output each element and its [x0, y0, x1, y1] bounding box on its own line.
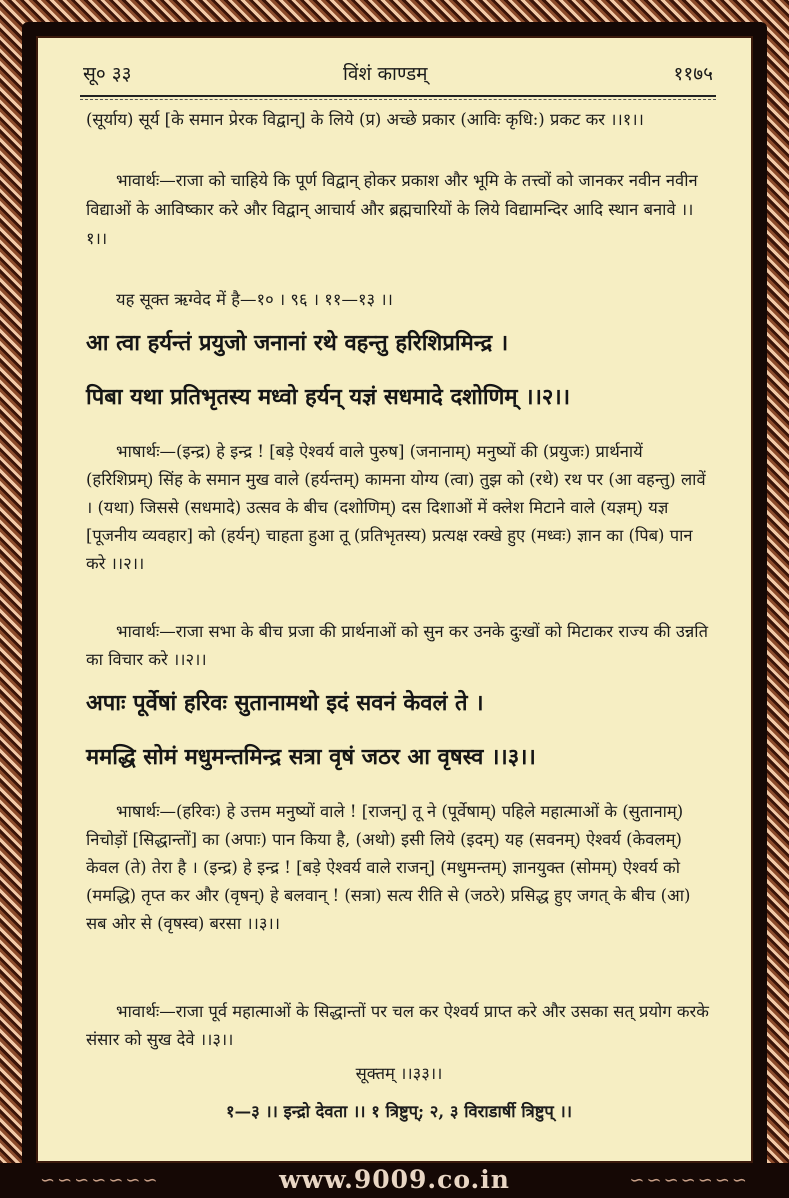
mantra-2-line-1: आ त्वा हर्यन्तं प्रयुजो जनानां रथे वहन्तु हरिशिप्रमिन्द्र ।	[86, 330, 509, 356]
bhavartha-3: भावार्थः—राजा पूर्व महात्माओं के सिद्धान्तों पर चल कर ऐश्वर्य प्राप्त करे और उसका सत् प्रयोग करके संसार को सुख देवे ।।३।।	[86, 1002, 709, 1049]
mantra-3-line-2: ममद्धि सोमं मधुमन्तमिन्द्र सत्रा वृषं जठर आ वृषस्व ।।३।।	[86, 744, 536, 770]
translation-end-1: (सूर्याय) सूर्य [के समान प्रेरक विद्वान्] के लिये (प्र) अच्छे प्रकार (आविः कृधि:) प्रकट कर ।।१।।	[86, 110, 644, 129]
page-header	[83, 60, 713, 90]
kanda-title: विंशं काण्डम्	[343, 63, 428, 85]
sukta-number: सू० ३३	[83, 63, 132, 85]
bhasharth-3: भाषार्थः—(हरिवः) हे उत्तम मनुष्यों वाले ! [राजन्] तू ने (पूर्वेषाम्) पहिले महात्माओं के (सुतानाम्) निचोड़ों [सिद्धान्तों] का (अपाः) पान किया है, (अथो) इसी लिये (इदम्) यह (सवनम्) ऐश्वर्य (केवलम्) केवल (ते) तेरा है । (इन्द्र) हे इन्द्र ! [बड़े ऐश्वर्य वाले राजन्] (मधुमन्तम्) ज्ञानयुक्त (सोमम्) ऐश्वर्य को (ममद्धि) तृप्त कर और (वृषन्) हे बलवान् ! (सत्रा) सत्य रीति से (जठरे) प्रसिद्ध हुए जगत् के बीच (आ) सब ओर से (वृषस्व) बरसा ।।३।।	[86, 802, 691, 933]
rigveda-reference: यह सूक्त ऋग्वेद में है—१० । ९६ । ११—१३ ।।	[116, 290, 393, 309]
footer-website-link[interactable]: www.9009.co.in	[279, 1165, 510, 1194]
header-rule-dashed	[80, 99, 716, 100]
devata-line: १—३ ।। इन्द्रो देवता ।। १ त्रिष्टुप्; २, ३ विराडार्षी त्रिष्टुप् ।।	[226, 1102, 572, 1121]
footer-ornament-left: ∽∽∽∽∽∽∽	[40, 1170, 160, 1191]
bhavartha-2: भावार्थः—राजा सभा के बीच प्रजा की प्रार्थनाओं को सुन कर उनके दुःखों को मिटाकर राज्य की उन्नति का विचार करे ।।२।।	[86, 622, 708, 669]
footer-ornament-right: ∽∽∽∽∽∽∽	[629, 1170, 749, 1191]
sukta-end: सूक्तम् ।।३३।।	[355, 1064, 443, 1083]
mantra-2-line-2: पिबा यथा प्रतिभृतस्य मध्वो हर्यन् यज्ञं सधमादे दशोणिम् ।।२।।	[86, 384, 571, 410]
bhavartha-1: भावार्थः—राजा को चाहिये कि पूर्ण विद्वान् होकर प्रकाश और भूमि के तत्त्वों को जानकर नवीन नवीन विद्याओं के आविष्कार करे और विद्वान् आचार्य और ब्रह्मचारियों के लिये विद्यामन्दिर आदि स्थान बनावे ।।१।।	[86, 171, 698, 248]
book-page	[36, 36, 753, 1163]
header-rule	[80, 95, 716, 97]
bhasharth-2: भाषार्थः—(इन्द्र) हे इन्द्र ! [बड़े ऐश्वर्य वाले पुरुष] (जनानाम्) मनुष्यों की (प्रयुजः) प्रार्थनायें (हरिशिप्रम्) सिंह के समान मुख वाले (हर्यन्तम्) कामना योग्य (त्वा) तुझ को (रथे) रथ पर (आ वहन्तु) लावें । (यथा) जिससे (सधमादे) उत्सव के बीच (दशोणिम्) दस दिशाओं में क्लेश मिटाने वाले (यज्ञम्) यज्ञ [पूजनीय व्यवहार] को (हर्यन्) चाहता हुआ तू (प्रतिभृतस्य) प्रत्यक्ष रक्खे हुए (मध्वः) ज्ञान का (पिब) पान करे ।।२।।	[86, 442, 706, 573]
page-number: ११७५	[673, 63, 713, 85]
mantra-3-line-1: अपाः पूर्वेषां हरिवः सुतानामथो इदं सवनं केवलं ते ।	[86, 690, 484, 716]
